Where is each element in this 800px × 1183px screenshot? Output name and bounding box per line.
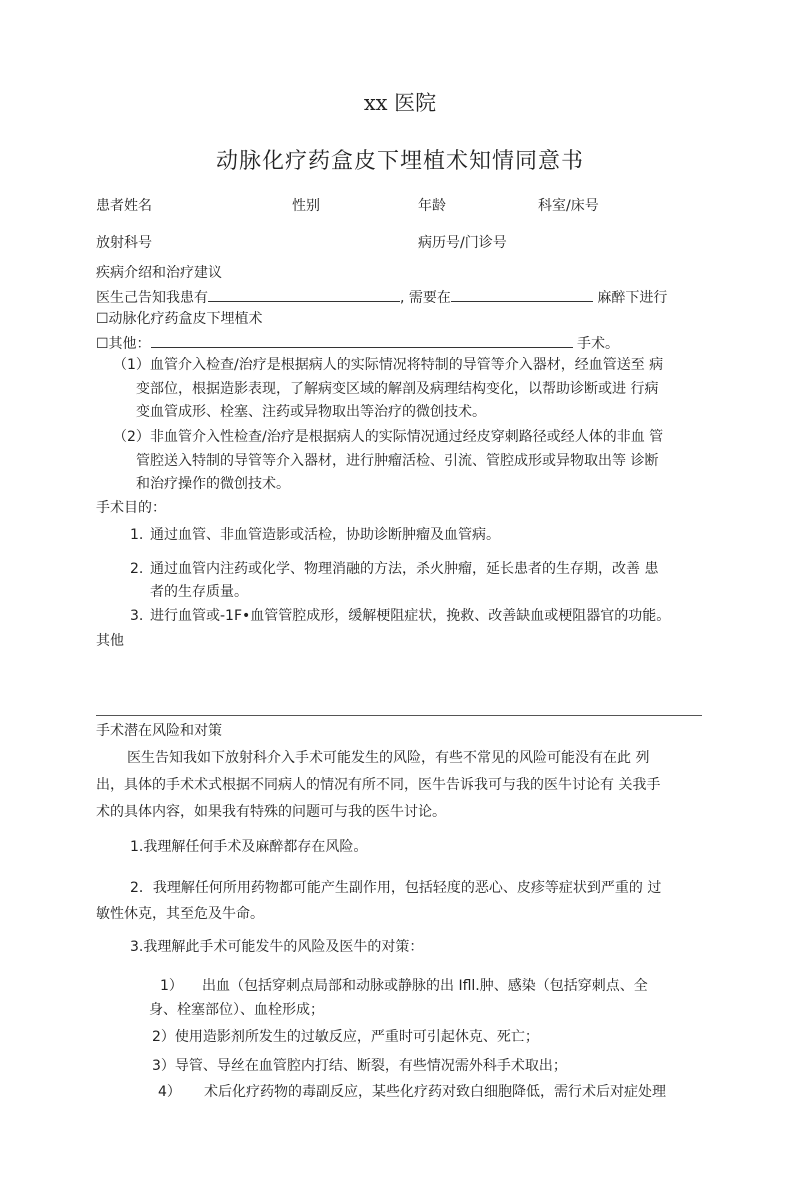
intro-item1-line1: 血管介入检查/治疗是根据病人的实际情况将特制的导管等介入器材，经血管送至 病 [150, 357, 664, 373]
purpose-item3-text: 进行血管或-1F•血管管腔成形，缓解梗阻症状，挽救、改善缺血或梗阻器官的功能。 [150, 608, 671, 624]
diagnosis-prefix: 医生己告知我患有 [96, 290, 208, 306]
procedure-checkbox-other[interactable] [96, 333, 619, 353]
section-divider [96, 715, 702, 716]
risk-sub3: 3）导管、导丝在血管腔内打结、断裂，有些情况需外科手术取出； [152, 1058, 567, 1074]
dept-bed-label: 科室/床号 [538, 198, 599, 214]
anesthesia-suffix: 麻醉下进行 [597, 290, 668, 306]
purpose-item1-num: 1. [130, 527, 144, 543]
age-label: 年龄 [418, 198, 446, 214]
risk-point2-line1: 2．我理解任何所用药物都可能产生副作用，包括轻度的恶心、皮疹等症状到严重的 过 [130, 880, 662, 896]
intro-item1-line2: 变部位，根据造影表现，了解病变区域的解剖及病理结构变化，以帮助诊断或进 行病 [136, 381, 659, 397]
risk-sub1-line1: 出血（包括穿刺点局部和动脉或静脉的出 Ifll.肿、感染（包括穿刺点、全 [202, 978, 648, 994]
purpose-other: 其他 [96, 633, 124, 649]
intro-item2-num: （2） [113, 429, 150, 445]
risk-sub2: 2）使用造影剂所发生的过敏反应，严重时可引起休克、死亡； [152, 1029, 539, 1045]
purpose-item2-num: 2. [130, 561, 144, 577]
intro-heading: 疾病介绍和治疗建议 [96, 265, 222, 281]
patient-name-label: 患者姓名 [96, 198, 152, 214]
risk-sub1-line2: 身、栓塞部位）、血栓形成； [149, 1002, 324, 1018]
intro-item1-num: （1） [113, 357, 150, 373]
intro-item1-line3: 变血管成形、栓塞、注药或异物取出等治疗的微创技术。 [136, 404, 486, 420]
other-label: ☐其他： [96, 336, 151, 352]
purpose-item2-line2: 者的生存质量。 [150, 584, 248, 600]
risk-para-line2: 出，具体的手术术式根据不同病人的情况有所不同，医牛告诉我可与我的医牛讨论有 关我手 [96, 777, 661, 793]
gender-label: 性别 [292, 198, 320, 214]
record-no-label: 病历号/门诊号 [418, 235, 507, 251]
intro-item2-line2: 管腔送入特制的导管等介入器材，进行肿瘤活检、引流、管腔成形或异物取出等 诊断 [136, 453, 659, 469]
risk-point2-line2: 敏性休克，其至危及牛命。 [96, 906, 264, 922]
risk-sub4-num: 4） [158, 1084, 181, 1100]
anesthesia-blank[interactable] [451, 287, 593, 302]
radiology-no-label: 放射科号 [96, 235, 152, 251]
purpose-item1-text: 通过血管、非血管造影或活检，协助诊断肿瘤及血管病。 [150, 527, 500, 543]
purpose-heading: 手术目的： [96, 500, 166, 516]
purpose-item2-line1: 通过血管内注药或化学、物理消融的方法，杀火肿瘤，延长患者的生存期，改善 患 [150, 561, 659, 577]
intro-item2-line1: 非血管介入性检查/治疗是根据病人的实际情况通过经皮穿刺路径或经人体的非血 管 [150, 429, 664, 445]
risk-point3: 3.我理解此手术可能发牛的风险及医牛的对策： [130, 939, 424, 955]
intro-line1 [96, 287, 667, 307]
risk-sub1-num: 1） [160, 978, 183, 994]
risk-point1: 1.我理解任何手术及麻醉都存在风险。 [130, 839, 368, 855]
hospital-name: xx 医院 [363, 91, 437, 115]
risk-para-line3: 术的具体内容，如果我有特殊的问题可与我的医牛讨论。 [96, 804, 446, 820]
purpose-item3-num: 3. [130, 608, 144, 624]
risk-para-line1: 医生告知我如下放射科介入手术可能发生的风险，有些不常见的风险可能没有在此 列 [127, 750, 650, 766]
diagnosis-blank[interactable] [208, 287, 400, 302]
risk-sub4-text: 术后化疗药物的毒副反应，某些化疗药对致白细胞降低，需行术后对症处理 [204, 1084, 666, 1100]
other-suffix: 手术。 [577, 336, 620, 352]
document-title: 动脉化疗药盒皮下埋植术知情同意书 [215, 149, 584, 174]
procedure-checkbox-1[interactable]: ☐动脉化疗药盒皮下埋植术 [96, 311, 263, 327]
anesthesia-prefix: , 需要在 [400, 290, 451, 306]
other-blank[interactable] [151, 333, 573, 348]
risk-heading: 手术潜在风险和对策 [96, 723, 222, 739]
intro-item2-line3: 和治疗操作的微创技术。 [136, 476, 290, 492]
